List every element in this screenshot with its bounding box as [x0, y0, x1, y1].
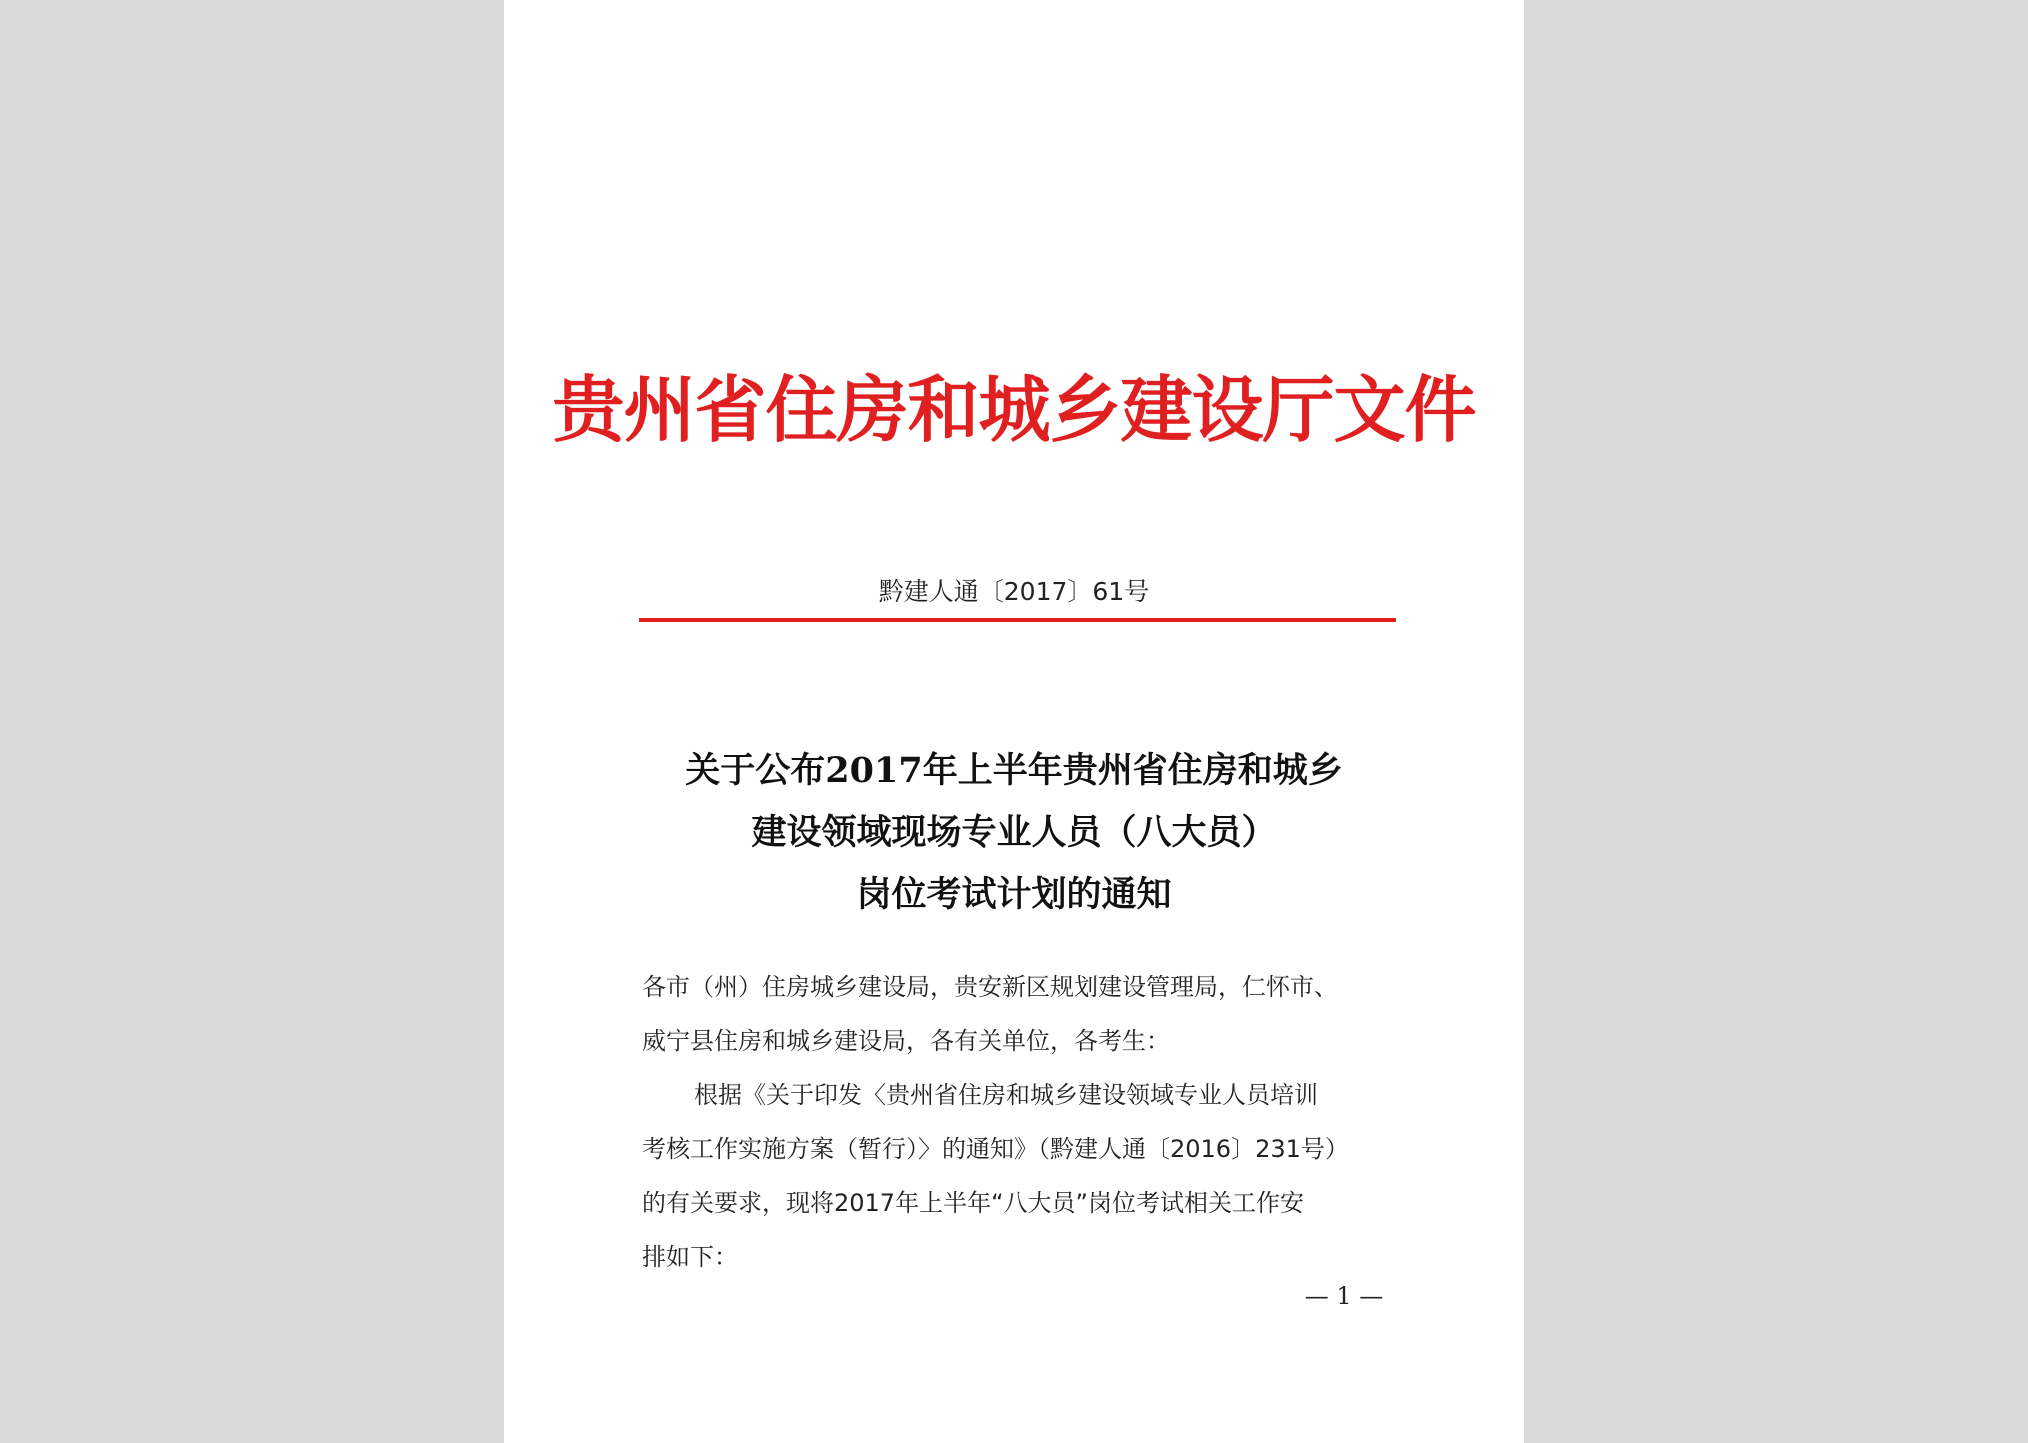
document-number: 黔建人通〔2017〕61号: [878, 577, 1150, 606]
title-line: 建设领域现场专业人员（八大员）: [751, 812, 1277, 853]
document-header: 贵州省住房和城乡建设厅文件: [552, 367, 1476, 452]
body-line: 的有关要求，现将2017年上半年“八大员”岗位考试相关工作安: [642, 1189, 1304, 1217]
body-line: 考核工作实施方案（暂行）〉的通知》（黔建人通〔2016〕231号）: [642, 1135, 1349, 1163]
document-page: [504, 0, 1524, 1443]
document-body: [642, 960, 1402, 1284]
document-title: [504, 740, 1524, 926]
body-line: 威宁县住房和城乡建设局，各有关单位，各考生：: [642, 1027, 1170, 1055]
title-line: 关于公布2017年上半年贵州省住房和城乡: [685, 750, 1343, 791]
header-divider: [639, 618, 1396, 622]
body-line: 根据《关于印发〈贵州省住房和城乡建设领域专业人员培训: [694, 1081, 1318, 1109]
title-line: 岗位考试计划的通知: [856, 874, 1172, 915]
page-number: — 1 —: [1304, 1282, 1384, 1310]
body-line: 排如下：: [642, 1243, 738, 1271]
body-line: 各市（州）住房城乡建设局，贵安新区规划建设管理局，仁怀市、: [642, 973, 1338, 1001]
